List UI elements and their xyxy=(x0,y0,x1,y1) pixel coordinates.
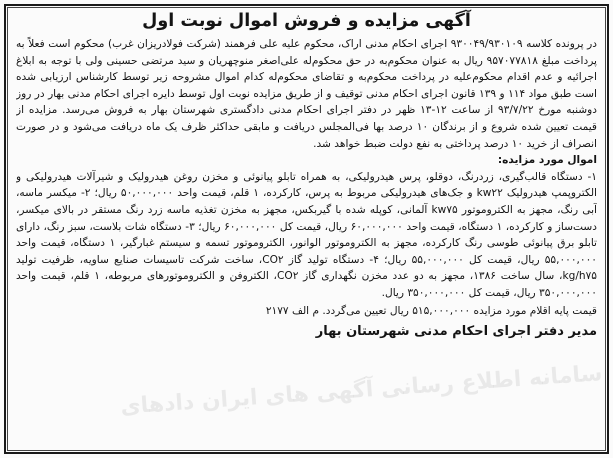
watermark-text: سامانه اطلاع رسانی آگهی های ایران دادهای xyxy=(119,361,604,420)
items-list-paragraph: ۱- دستگاه قالب‌گیری، زردرنگ، دوقلو، پرس هیدرولیکی، به همراه تابلو پیانوئی و مخزن روغن هیدرولیک و شیرآلات هیدرولیکی و الکتروپمپ هیدرولیک kw۲۲ و جک‌های هیدرولیکی مربوط به پرس، کارکرده، ۱ قلم، قیمت واحد ۵۰,۰۰۰,۰۰۰ ریال؛ ۲- میکسر ماسه، آبی رنگ، مجهز به الکتروموتور kw۷۵ آلمانی، کوپله شده با گیربکس، مجهز به مخزن تغذیه ماسه زرد رنگ مستقر در بالای میکسر، دست‌ساز و کارکرده، ۱ دستگاه، قیمت واحد ۶۰,۰۰۰,۰۰۰ ریال، قیمت کل ۶۰,۰۰۰,۰۰۰ ریال؛ ۳- دستگاه شات بلاست، سبز رنگ، دارای تابلو برق پیانوئی طوسی رنگ کارکرده، مجهز به الکتروموتور الوانور، الکتروموتور تسمه و سیستم غبارگیر، ۱ دستگاه، قیمت واحد ۵۵,۰۰۰,۰۰۰ ریال، قیمت کل ۵۵,۰۰۰,۰۰۰ ریال؛ ۴- دستگاه تولید گاز CO۲، ساخت شرکت تاسیسات صنایع ساویه، ظرفیت تولید kg/h۷۵، سال ساخت ۱۳۸۶، مجهز به دو عدد مخزن نگهداری گاز CO۲، الکتروفن و الکتروموتورهای مربوطه، ۱ قلم، قیمت واحد ۳۵۰,۰۰۰,۰۰۰ ریال، قیمت کل ۳۵۰,۰۰۰,۰۰۰ ریال. xyxy=(16,170,597,299)
signature-line: مدیر دفتر اجرای احکام مدنی شهرستان بهار xyxy=(315,324,597,340)
notice-title: آگهی مزایده و فروش اموال نوبت اول xyxy=(142,11,471,31)
base-price-line: قیمت پایه اقلام مورد مزایده ۵۱۵,۰۰۰,۰۰۰ ریال تعیین می‌گردد. م الف ۲۱۷۷ xyxy=(265,304,597,317)
notice-intro-paragraph: در پرونده کلاسه ۹۳۰۰۴۹/۹۳۰۱۰۹ اجرای احکام مدنی اراک، محکوم علیه علی فرهمند (شرکت فولادریزان غرب) محکوم است فعلاً به پرداخت مبلغ ۹۵۷۰۷۷۸۱۸ ریال به عنوان محکوم‌به در حق محکوم‌له علی‌اصغر منوچهریان و سید مرتضی حسینی ولی با توجه به ابلاغ اجرائیه و عدم اقدام محکوم‌علیه در پرداخت محکوم‌به و تقاضای محکوم‌له کدام اموال مشروحه زیر توسط کارشناس ارزیابی شده است طبق مواد ۱۱۴ و ۱۳۹ قانون اجرای احکام مدنی توقیف و از طریق مزایده نوبت اول توسط دایره اجرای احکام مدنی بهار در روز دوشنبه مورخ ۹۳/۷/۲۲ از ساعت ۱۲-۱۳ ظهر در دفتر اجرای احکام مدنی دادگستری شهرستان بهار به فروش می‌رسد. مزایده از قیمت تعیین شده شروع و از برندگان ۱۰ درصد بها فی‌المجلس دریافت و مابقی حداکثر ظرف یک ماه دریافت می‌شود و در صورت انصراف از خرید ۱۰ درصد پرداختی به نفع دولت ضبط خواهد شد. xyxy=(16,38,597,150)
notice-content xyxy=(16,9,597,440)
items-heading: اموال مورد مزایده: xyxy=(497,154,597,167)
